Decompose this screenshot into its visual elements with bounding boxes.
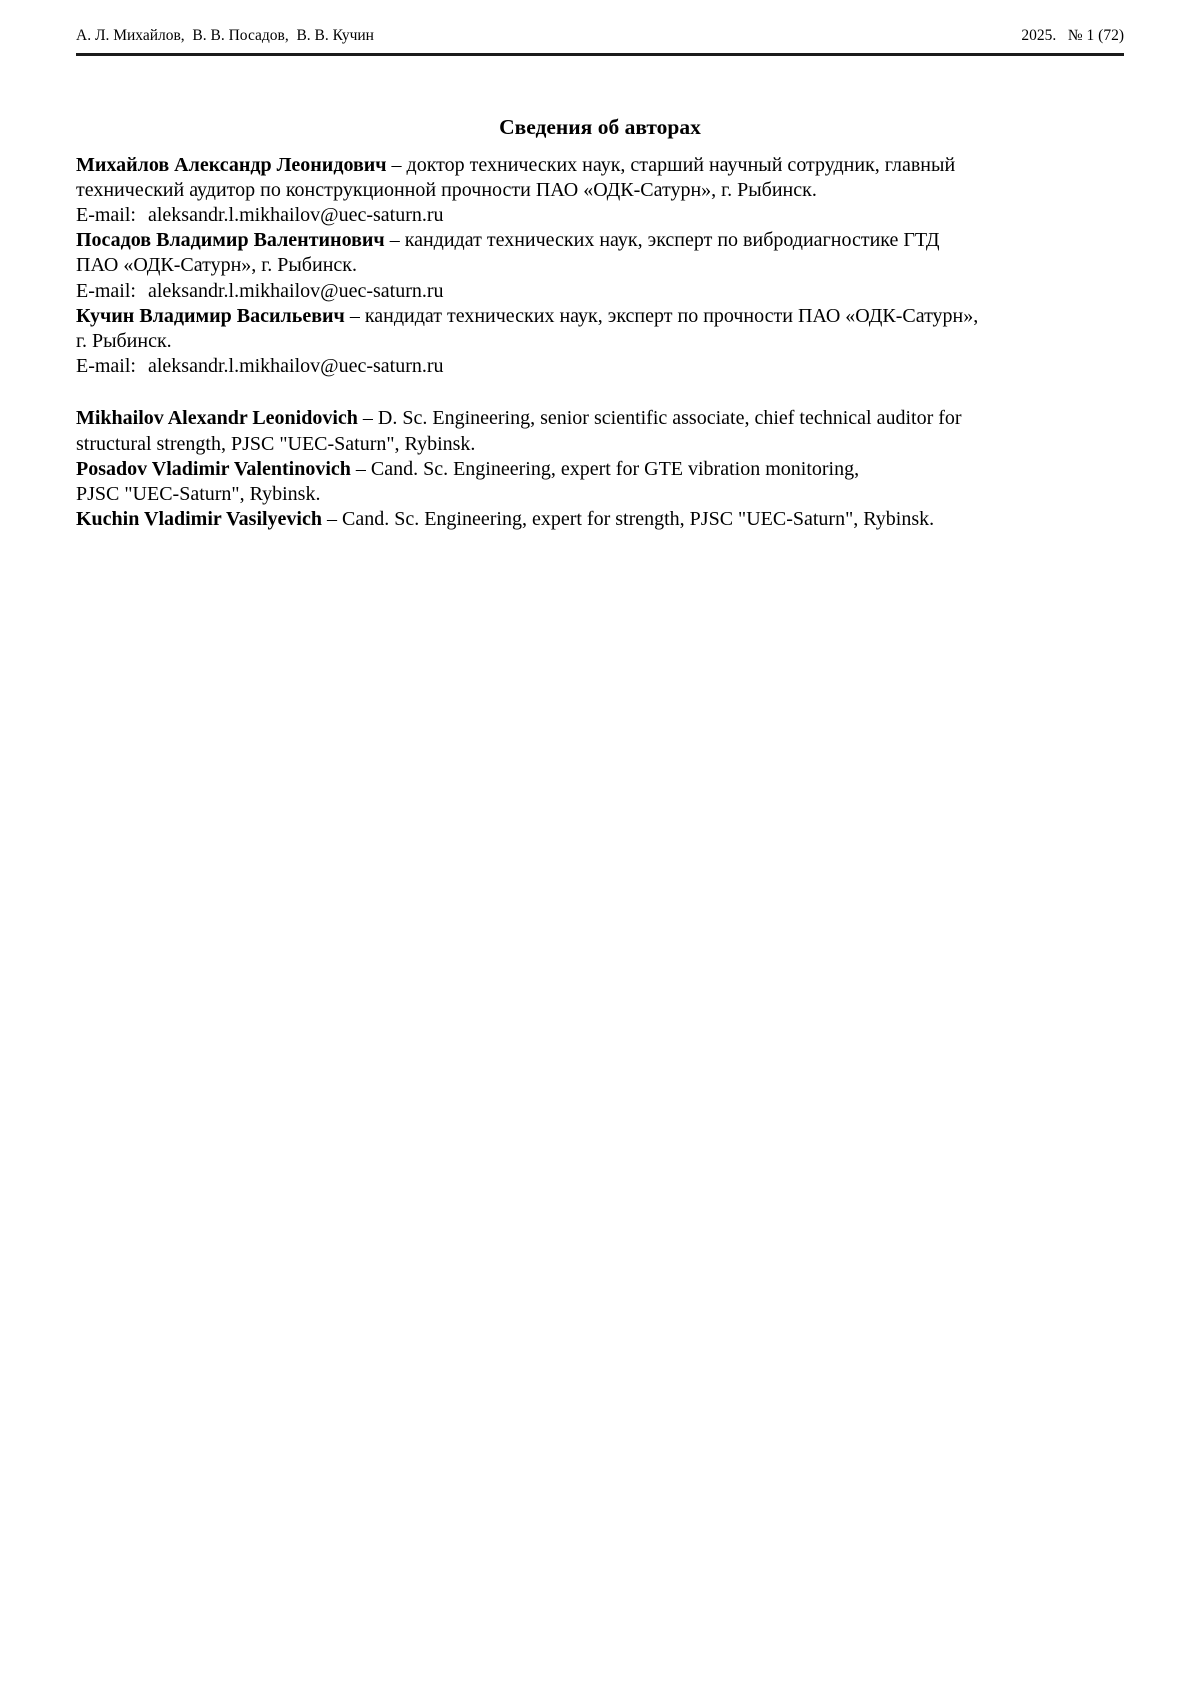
author-ru-3-paragraph <box>76 304 1124 354</box>
authors-info-content <box>76 153 1124 533</box>
page-title: Сведения об авторах <box>499 114 701 139</box>
author-name: Mikhailov Alexandr Leonidovich <box>76 407 358 430</box>
email-label: E-mail: <box>76 355 136 378</box>
running-header <box>76 26 1124 45</box>
email-address: aleksandr.l.mikhailov@uec-saturn.ru <box>147 279 444 302</box>
author-description: – кандидат технических наук, эксперт по вибродиагностике ГТД ПАО «ОДК-Сатурн», г. Рыбинск. <box>76 229 940 277</box>
author-name: Посадов Владимир Валентинович <box>76 229 385 252</box>
author-description: – доктор технических наук, старший научный сотрудник, главный технический аудитор по конструкционной прочности ПАО «ОДК-Сатурн», г. Рыбинск. <box>76 153 956 201</box>
authors-en-section <box>76 406 1124 532</box>
header-authors-text: А. Л. Михайлов, В. В. Посадов, В. В. Кучин <box>76 27 374 44</box>
author-name: Михайлов Александр Леонидович <box>76 153 387 176</box>
author-name: Kuchin Vladimir Vasilyevich <box>76 508 322 531</box>
author-ru-2-paragraph <box>76 228 1124 278</box>
author-ru-1-email-row <box>76 203 1124 228</box>
email-address: aleksandr.l.mikhailov@uec-saturn.ru <box>147 355 444 378</box>
email-address: aleksandr.l.mikhailov@uec-saturn.ru <box>147 203 444 226</box>
author-description: – Cand. Sc. Engineering, expert for strength, PJSC "UEC-Saturn", Rybinsk. <box>327 508 935 531</box>
author-description: – кандидат технических наук, эксперт по прочности ПАО «ОДК-Сатурн», г. Рыбинск. <box>76 304 979 352</box>
author-ru-3-email-row <box>76 354 1124 379</box>
author-ru-1-paragraph <box>76 153 1124 203</box>
author-ru-2-email-row <box>76 279 1124 304</box>
authors-ru-section <box>76 153 1124 380</box>
author-en-1-paragraph <box>76 406 1124 456</box>
author-description: – Cand. Sc. Engineering, expert for GTE vibration monitoring, PJSC "UEC-Saturn", Rybinsk. <box>76 457 860 505</box>
author-name: Posadov Vladimir Valentinovich <box>76 457 351 480</box>
author-name: Кучин Владимир Васильевич <box>76 304 345 327</box>
author-en-2-paragraph <box>76 457 1124 507</box>
author-description: – D. Sc. Engineering, senior scientific associate, chief technical auditor for structural strength, PJSC "UEC-Saturn", Rybinsk. <box>76 407 962 455</box>
email-label: E-mail: <box>76 203 136 226</box>
author-en-3-paragraph <box>76 507 1124 532</box>
header-rule-divider <box>76 53 1124 56</box>
header-issue-text: 2025. № 1 (72) <box>1021 27 1124 44</box>
email-label: E-mail: <box>76 279 136 302</box>
